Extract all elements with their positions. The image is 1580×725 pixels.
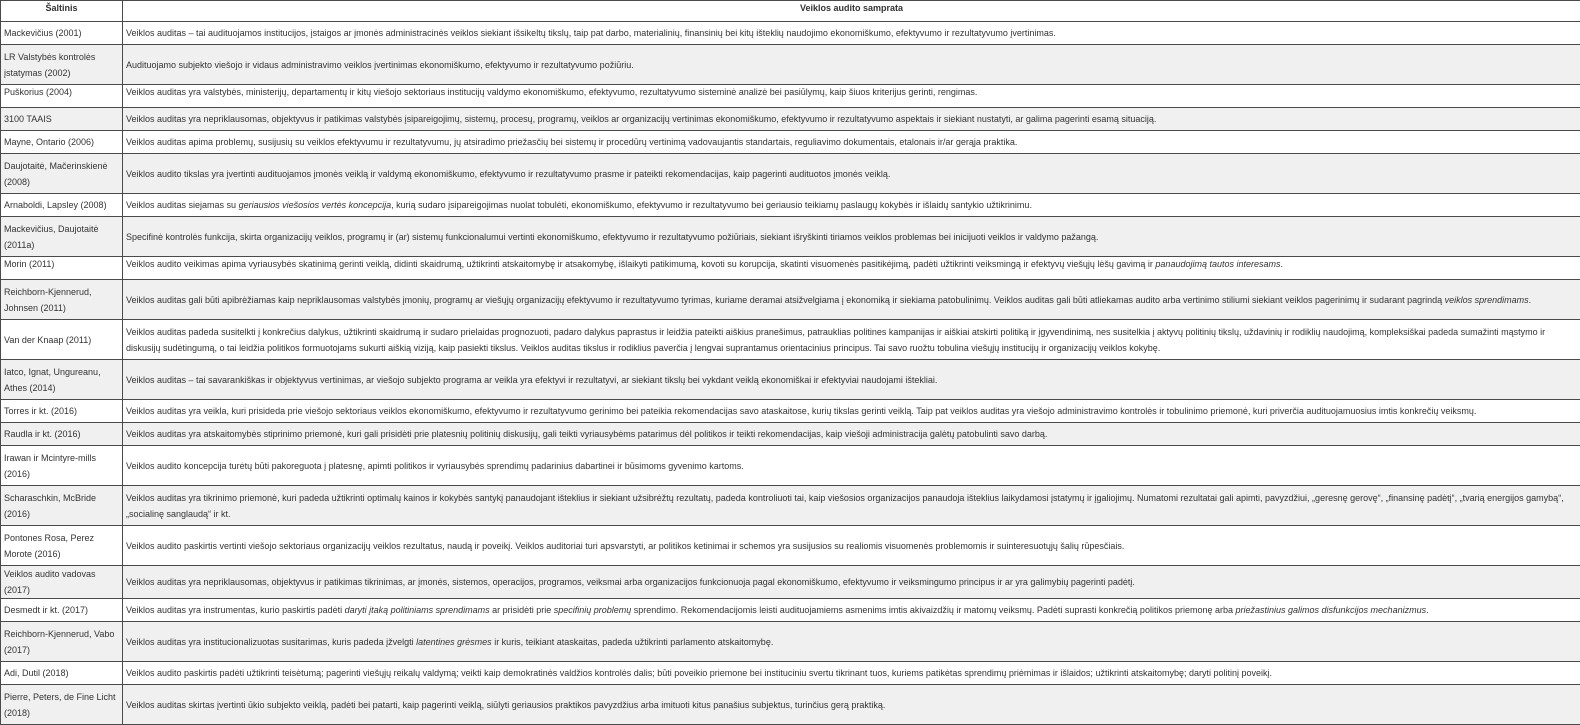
row-source: Mackevičius, Daujotaitė (2011a) bbox=[1, 217, 123, 257]
table-header-row bbox=[1, 1, 1580, 22]
row-source: Desmedt ir kt. (2017) bbox=[1, 599, 123, 622]
row-definition: Veiklos auditas skirtas įvertinti ūkio subjekto veiklą, padėti bei patarti, kaip pagerinti veiklą, siūlyti geriausios praktikos pavyzdžius arba imituoti kitus panašius subjektus, turinčius gerą praktiką. bbox=[123, 685, 1580, 725]
header-source: Šaltinis bbox=[1, 1, 123, 22]
table-row bbox=[1, 217, 1580, 257]
table-row bbox=[1, 400, 1580, 423]
row-definition: Veiklos auditas padeda susitelkti į konkrečius dalykus, užtikrinti skaidrumą ir sudaro prielaidas prognozuoti, padaro dalykus paprastus ir leidžia pateikti aiškius pranešimus, patrauklias politines kampanijas ir aiškiai atskirti politiką ir įgyvendinimą, nes susitelkia į aktyvų politinių tikslų, uždavinių ir rodiklių naudojimą, kompleksiškai padeda sumažinti mąstymo ir diskusijų sudėtingumą, o tai leidžia politikos formuotojams sukurti aiškią viziją, kaip pasiekti tikslus. Veiklos auditas tikslus ir rodiklius paverčia į lengvai suprantamus orientacinius principus. Tai savo ruožtu tobulina viešųjų institucijų ir organizacijų veiklos kokybę. bbox=[123, 320, 1580, 360]
table-row bbox=[1, 685, 1580, 725]
table-row bbox=[1, 526, 1580, 566]
row-source: Puškorius (2004) bbox=[1, 85, 123, 108]
row-definition: Veiklos audito paskirtis padėti užtikrinti teisėtumą; pagerinti viešųjų reikalų valdymą; veikti kaip demokratinės valdžios kontrolės dalis; būti poveikio priemone bei instituciniu svertu tikrinant tuos, kuriems patikėtas sprendimų priėmimas ir išlaidos; užtikrinti atskaitomybę; daryti politinį poveikį. bbox=[123, 662, 1580, 685]
row-source: Torres ir kt. (2016) bbox=[1, 400, 123, 423]
row-source: Daujotaitė, Mačerinskienė (2008) bbox=[1, 154, 123, 194]
table-row bbox=[1, 131, 1580, 154]
row-definition: Specifinė kontrolės funkcija, skirta organizacijų veiklos, programų ir (ar) sistemų funkcionalumui vertinti ekonomiškumo, efektyvumo ir rezultatyvumo požiūriais, siekiant išryškinti tiriamos veiklos problemas bei inicijuoti veiklos ir valdymo pažangą. bbox=[123, 217, 1580, 257]
table-row bbox=[1, 154, 1580, 194]
row-source: Arnaboldi, Lapsley (2008) bbox=[1, 194, 123, 217]
row-definition: Veiklos auditas – tai audituojamos institucijos, įstaigos ar įmonės administracinės veiklos siekiant išsikeltų tikslų, taip pat darbo, materialinių, finansinių bei kitų išteklių naudojimo ekonomiškumo, efektyvumo ir rezultatyvumo įvertinimas. bbox=[123, 22, 1580, 45]
row-source: Pontones Rosa, Perez Morote (2016) bbox=[1, 526, 123, 566]
table-row bbox=[1, 599, 1580, 622]
row-definition: Veiklos audito tikslas yra įvertinti audituojamos įmonės veiklą ir valdymą ekonomiškumo, efektyvumo ir rezultatyvumo prasme ir pateikti rekomendacijas, kaip pagerinti audituotos įmonės veiklą. bbox=[123, 154, 1580, 194]
row-definition: Veiklos auditas yra tikrinimo priemonė, kuri padeda užtikrinti optimalų kainos ir kokybės santykį panaudojant išteklius ir siekiant užsibrėžtų rezultatų, padeda kontroliuoti tai, kaip viešosios organizacijos panaudoja išteklius laikydamosi įstatymų ir įgaliojimų. Numatomi rezultatai gali apimti, pavyzdžiui, „geresnę gerovę“, „finansinę padėtį“, „tvarią energijos gamybą“, „socialinę sanglaudą“ ir kt. bbox=[123, 486, 1580, 526]
table-row bbox=[1, 360, 1580, 400]
table-row bbox=[1, 45, 1580, 85]
row-definition: Veiklos auditas yra veikla, kuri prisideda prie viešojo sektoriaus veiklos ekonomiškumo, efektyvumo ir rezultatyvumo gerinimo bei pateikia rekomendacijas savo ataskaitose, kurių tikslas gerinti veiklą. Taip pat veiklos auditas yra viešojo administravimo kontrolės ir tobulinimo priemonė, kuri priverčia audituojamuosius imtis konkrečių veiksmų. bbox=[123, 400, 1580, 423]
row-definition: Veiklos auditas yra nepriklausomas, objektyvus ir patikimas tikrinimas, ar įmonės, sistemos, operacijos, programos, veiksmai arba organizacijos funkcionuoja pagal ekonomiškumo, efektyvumo ir veiksmingumo principus ir ar yra galimybių pagerinti padėtį. bbox=[123, 566, 1580, 599]
table-row bbox=[1, 662, 1580, 685]
row-definition: Veiklos auditas apima problemų, susijusių su veiklos efektyvumu ir rezultatyvumu, jų atsiradimo priežasčių bei sistemų ir procedūrų vertinimą vadovaujantis standartais, reguliavimo dokumentais, etalonais ir/ar gerąja praktika. bbox=[123, 131, 1580, 154]
table-row bbox=[1, 446, 1580, 486]
row-source: Mayne, Ontario (2006) bbox=[1, 131, 123, 154]
table-row bbox=[1, 622, 1580, 662]
row-definition: Veiklos auditas gali būti apibrėžiamas kaip nepriklausomas valstybės įmonių, programų ar viešųjų organizacijų efektyvumo ir rezultatyvumo tyrimas, kuriame deramai atsižvelgiama į ekonomiką ir siekiama patobulinimų. Veiklos auditas gali būti atliekamas audito arba vertinimo stiliumi siekiant veiklos pagerinimų ir sudarant pagrindą veiklos sprendimams. bbox=[123, 280, 1580, 320]
row-definition: Veiklos audito koncepcija turėtų būti pakoreguota į platesnę, apimti politikos ir vyriausybės sprendimų padarinius dabartinei ir būsimoms gyvenimo kartoms. bbox=[123, 446, 1580, 486]
table-row bbox=[1, 320, 1580, 360]
row-source: Irawan ir Mcintyre-mills (2016) bbox=[1, 446, 123, 486]
table-row bbox=[1, 194, 1580, 217]
row-definition: Veiklos audito veikimas apima vyriausybės skatinimą gerinti veiklą, didinti skaidrumą, užtikrinti atskaitomybę ir atsakomybę, išlaikyti patikimumą, kovoti su korupcija, skatinti visuomenės pasitikėjimą, padėti užtikrinti veiksmingą ir efektyvų viešųjų lėšų gavimą ir panaudojimą tautos interesams. bbox=[123, 257, 1580, 280]
row-source: Morin (2011) bbox=[1, 257, 123, 280]
table-row bbox=[1, 85, 1580, 108]
row-source: 3100 TAAIS bbox=[1, 108, 123, 131]
row-source: Reichborn-Kjennerud, Johnsen (2011) bbox=[1, 280, 123, 320]
table-row bbox=[1, 280, 1580, 320]
row-definition: Veiklos audito paskirtis vertinti viešojo sektoriaus organizacijų veiklos rezultatus, naudą ir poveikį. Veiklos auditoriai turi apsvarstyti, ar politikos ketinimai ir schemos yra susijusios su realiomis visuomenės problemomis ir suinteresuotųjų šalių rūpesčiais. bbox=[123, 526, 1580, 566]
row-source: Raudla ir kt. (2016) bbox=[1, 423, 123, 446]
row-definition: Veiklos auditas – tai savarankiškas ir objektyvus vertinimas, ar viešojo subjekto programa ar veikla yra efektyvi ir rezultatyvi, ar siekiant tikslų bei vykdant veiklą ekonomiškai ir efektyviai naudojami ištekliai. bbox=[123, 360, 1580, 400]
row-definition: Audituojamo subjekto viešojo ir vidaus administravimo veiklos įvertinimas ekonomiškumo, efektyvumo ir rezultatyvumo požiūriu. bbox=[123, 45, 1580, 85]
row-source: Iatco, Ignat, Ungureanu, Athes (2014) bbox=[1, 360, 123, 400]
table-row bbox=[1, 566, 1580, 599]
row-definition: Veiklos auditas siejamas su geriausios viešosios vertės koncepcija, kurią sudaro įsipareigojimas nuolat tobulėti, ekonomiškumo, efektyvumo ir rezultatyvumo bei geriausio teikiamų paslaugų kokybės ir išlaidų santykio užtikrinimu. bbox=[123, 194, 1580, 217]
row-source: Pierre, Peters, de Fine Licht (2018) bbox=[1, 685, 123, 725]
row-source: Reichborn-Kjennerud, Vabo (2017) bbox=[1, 622, 123, 662]
row-source: Mackevičius (2001) bbox=[1, 22, 123, 45]
header-definition: Veiklos audito samprata bbox=[123, 1, 1580, 22]
row-definition: Veiklos auditas yra instrumentas, kurio paskirtis padėti daryti įtaką politiniams sprendimams ar prisidėti prie specifinių problemų sprendimo. Rekomendacijomis leisti audituojamiems asmenims imtis akivaizdžių ir matomų veiksmų. Padėti suprasti konkrečią politikos priemonę arba priežastinius galimos disfunkcijos mechanizmus. bbox=[123, 599, 1580, 622]
row-source: LR Valstybės kontrolės įstatymas (2002) bbox=[1, 45, 123, 85]
row-source: Scharaschkin, McBride (2016) bbox=[1, 486, 123, 526]
table-row bbox=[1, 423, 1580, 446]
row-definition: Veiklos auditas yra nepriklausomas, objektyvus ir patikimas valstybės įsipareigojimų, sistemų, procesų, programų, veiklos ar organizacijų vertinimas ekonomiškumo, efektyvumo ir rezultatyvumo aspektais ir siekiant nustatyti, ar galima pagerinti esamą situaciją. bbox=[123, 108, 1580, 131]
row-source: Adi, Dutil (2018) bbox=[1, 662, 123, 685]
row-definition: Veiklos auditas yra atskaitomybės stiprinimo priemonė, kuri gali prisidėti prie platesnių politinių diskusijų, gali teikti vyriausybėms patarimus dėl politikos ir teikti rekomendacijas, kaip viešoji administracija galėtų patobulinti savo darbą. bbox=[123, 423, 1580, 446]
row-definition: Veiklos auditas yra institucionalizuotas susitarimas, kuris padeda įžvelgti latentines grėsmes ir kuris, teikiant ataskaitas, padeda užtikrinti parlamento atskaitomybę. bbox=[123, 622, 1580, 662]
row-definition: Veiklos auditas yra valstybės, ministerijų, departamentų ir kitų viešojo sektoriaus institucijų valdymo ekonomiškumo, efektyvumo, rezultatyvumo sisteminė analizė bei pasiūlymų, kaip šiuos kriterijus gerinti, rengimas. bbox=[123, 85, 1580, 108]
row-source: Van der Knaap (2011) bbox=[1, 320, 123, 360]
table-row bbox=[1, 486, 1580, 526]
table-row bbox=[1, 22, 1580, 45]
table-row bbox=[1, 257, 1580, 280]
table-row bbox=[1, 108, 1580, 131]
row-source: Veiklos audito vadovas (2017) bbox=[1, 566, 123, 599]
